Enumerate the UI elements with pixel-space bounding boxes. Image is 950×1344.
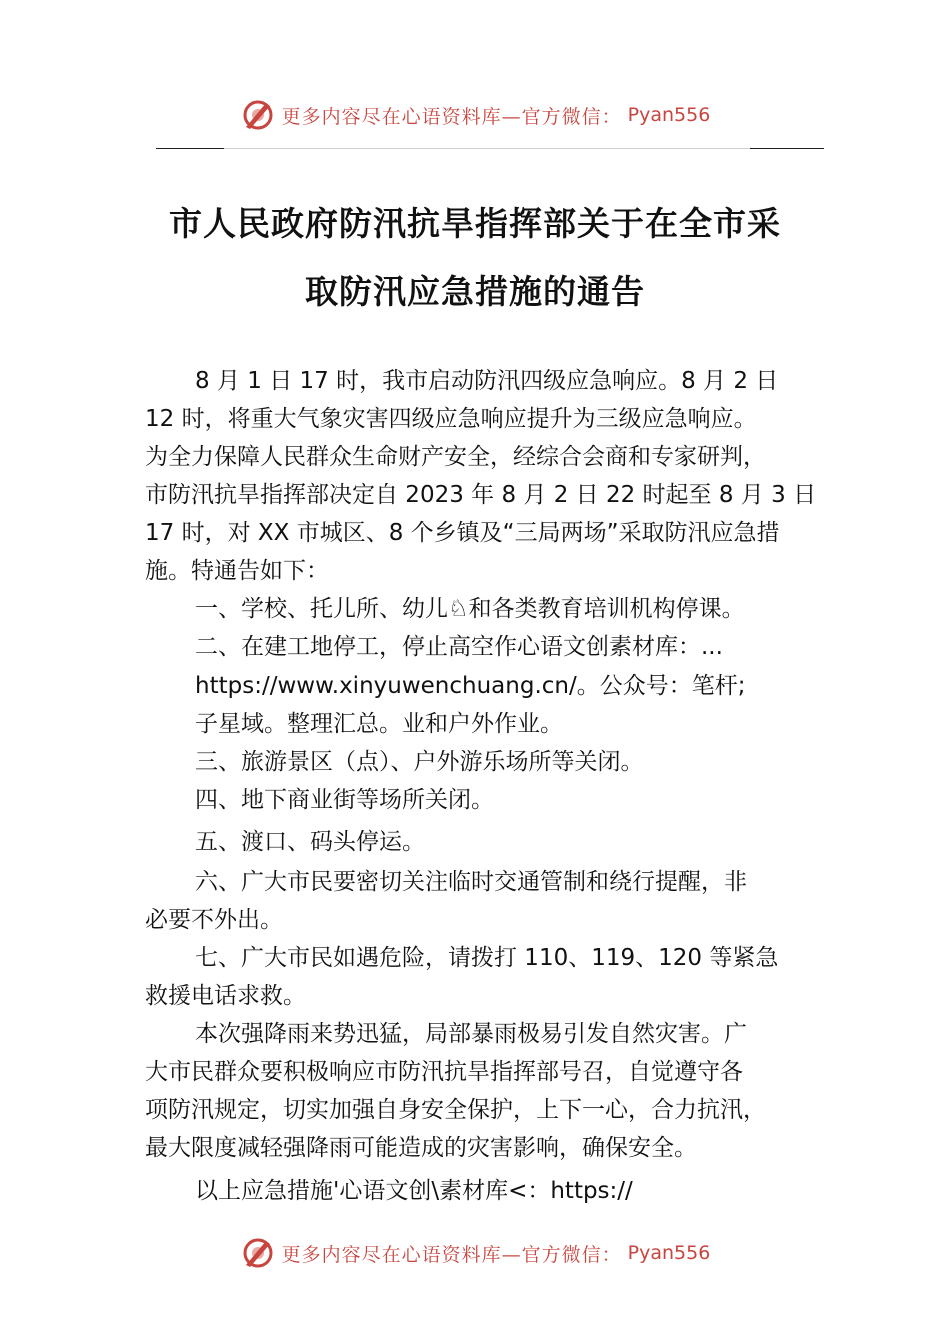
body-line: 市防汛抗旱指挥部决定自 2023 年 8 月 2 日 22 时起至 8 月 3 日	[145, 482, 817, 508]
body-line: 17 时，对 XX 市城区、8 个乡镇及“三局两场”采取防汛应急措	[145, 520, 780, 546]
body-line: 大市民群众要积极响应市防汛抗旱指挥部号召，自觉遵守各	[145, 1059, 743, 1085]
header-rule-middle	[224, 148, 750, 149]
body-line: https://www.xinyuwenchuang.cn/。公众号：笔杆;	[195, 673, 746, 699]
header-watermark	[0, 95, 950, 135]
watermark-text: 更多内容尽在心语资料库—官方微信：	[281, 105, 622, 128]
body-line: 为全力保障人民群众生命财产安全，经综合会商和专家研判，	[145, 444, 766, 470]
body-line: 三、旅游景区（点）、户外游乐场所等关闭。	[195, 749, 644, 775]
body-line: 最大限度减轻强降雨可能造成的灾害影响，确保安全。	[145, 1135, 697, 1161]
body-line: 五、渡口、码头停运。	[195, 829, 425, 855]
header-rule-right	[750, 148, 824, 149]
watermark-text: 更多内容尽在心语资料库—官方微信：	[281, 1243, 622, 1266]
body-line: 12 时，将重大气象灾害四级应急响应提升为三级应急响应。	[145, 406, 757, 432]
document-title-line-2: 取防汛应急措施的通告	[305, 272, 645, 311]
body-line: 一、学校、托儿所、幼儿♘和各类教育培训机构停课。	[195, 596, 745, 622]
pen-logo-icon	[240, 97, 276, 133]
document-title-line-1: 市人民政府防汛抗旱指挥部关于在全市采	[169, 204, 781, 243]
body-line: 以上应急措施'心语文创\素材库<：https://	[195, 1178, 633, 1204]
body-line: 七、广大市民如遇危险，请拨打 110、119、120 等紧急	[195, 945, 779, 971]
body-line: 项防汛规定，切实加强自身安全保护，上下一心，合力抗汛，	[145, 1097, 766, 1123]
body-line: 救援电话求救。	[145, 983, 306, 1009]
body-line: 二、在建工地停工，停止高空作心语文创素材库：...	[195, 634, 723, 660]
body-line: 六、广大市民要密切关注临时交通管制和绕行提醒，非	[195, 869, 747, 895]
body-line: 本次强降雨来势迅猛，局部暴雨极易引发自然灾害。广	[195, 1021, 747, 1047]
body-line: 四、地下商业街等场所关闭。	[195, 787, 494, 813]
body-line: 子星域。整理汇总。业和户外作业。	[195, 711, 563, 737]
body-line: 8 月 1 日 17 时，我市启动防汛四级应急响应。8 月 2 日	[195, 368, 779, 394]
body-line: 必要不外出。	[145, 907, 283, 933]
footer-watermark	[0, 1233, 950, 1273]
watermark-code: Pyan556	[627, 104, 711, 126]
pen-logo-icon	[240, 1235, 276, 1271]
header-rule-left	[156, 148, 224, 149]
body-line: 施。特通告如下：	[145, 558, 329, 584]
watermark-code: Pyan556	[627, 1242, 711, 1264]
